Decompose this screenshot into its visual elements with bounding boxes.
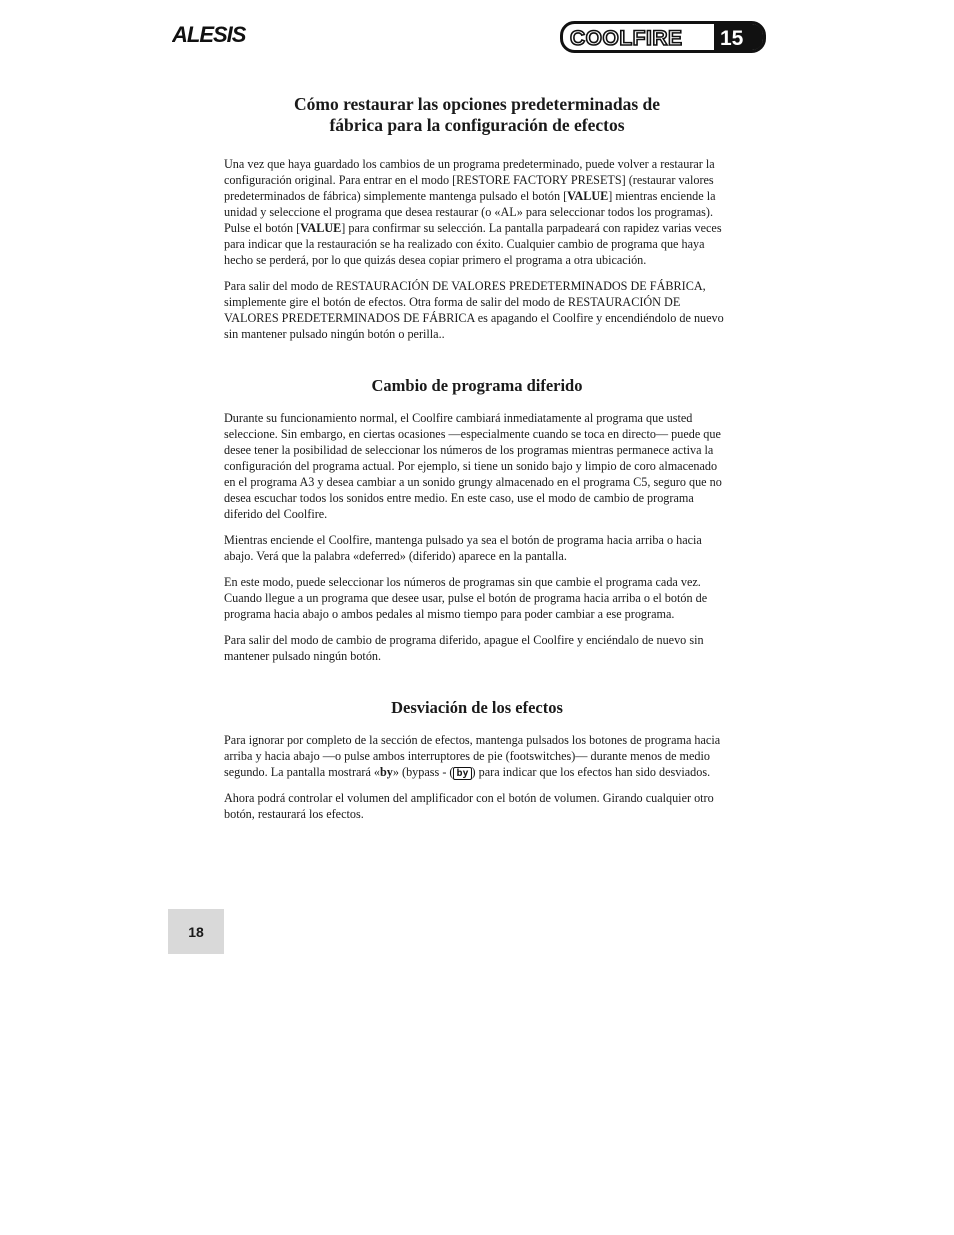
spacer	[224, 396, 730, 410]
section-title-deferred: Cambio de programa diferido	[371, 376, 583, 395]
bypass-code: by	[380, 765, 393, 779]
deferred-paragraph-2: Mientras enciende el Coolfire, mantenga pulsado ya sea el botón de programa hacia arriba o hacia abajo. Verá que la palabra «deferred» (diferido) aparece en la pantalla.	[224, 533, 702, 563]
page-number: 18	[188, 923, 204, 940]
section-title-line-1: Cómo restaurar las opciones predeterminadas de	[293, 94, 661, 114]
brand-logo-text: ALESIS	[172, 22, 246, 46]
spacer	[224, 718, 730, 732]
text-run: ] mientras enciende la unidad y seleccione el programa que desea restaurar (o «AL» para seleccionar todos los programas). Pulse el botón [	[224, 189, 716, 235]
coolfire-15-logo	[560, 21, 766, 53]
text-run: Una vez que haya guardado los cambios de un programa predeterminado, puede volver a restaurar la configuración original. Para entrar en el modo [RESTORE FACTORY PRESETS] (restaurar valores predeterminados de fábrica) simplemente mantenga pulsado el botón [	[224, 157, 715, 203]
deferred-paragraph-4: Para salir del modo de cambio de programa diferido, apague el Coolfire y enciéndalo de nuevo sin mantener pulsado ningún botón.	[224, 633, 704, 663]
value-button-label: VALUE	[567, 189, 609, 203]
value-button-label: VALUE	[300, 221, 342, 235]
text-run: ] para confirmar su selección. La pantalla parpadeará con rapidez varias veces para indicar que la restauración se ha realizado con éxito. Cualquier cambio de programa que haya hecho se perderá, por lo que quizás desea copiar primero el programa a otra ubicación.	[224, 221, 722, 267]
alesis-logo	[172, 22, 282, 46]
deferred-paragraph-1: Durante su funcionamiento normal, el Coolfire cambiará inmediatamente al programa que usted seleccione. Sin embargo, en ciertas ocasiones —especialmente cuando se toca en directo— puede que desee tener la posibilidad de seleccionar los números de los programas mientras permanece activa la configuración del programa actual. Por ejemplo, si tiene un sonido bajo y limpio de coro almacenado en el programa A3 y desea cambiar a un sonido grungy almacenado en el programa C5, seguro que no desea escuchar todos los sonidos entre medio. En este caso, use el modo de cambio de programa diferido del Coolfire.	[224, 411, 722, 521]
page-content	[224, 94, 730, 832]
text-run: » (bypass - (	[392, 765, 454, 779]
spacer	[224, 352, 730, 376]
section-title-restore	[224, 94, 730, 136]
text-run: Para ignorar por completo de la sección de efectos, mantenga pulsados los botones de programa hacia arriba y hacia abajo —o pulse ambos interruptores de pie (footswitches)— durante menos de medio segundo. La pantalla mostrará «	[224, 733, 721, 779]
bypass-paragraph-1	[224, 732, 730, 780]
bypass-paragraph-2: Ahora podrá controlar el volumen del amplificador con el botón de volumen. Girando cualquier otro botón, restaurará los efectos.	[224, 791, 714, 821]
text-run: ) para indicar que los efectos han sido desviados.	[471, 765, 711, 779]
product-logo-number: 15	[720, 27, 744, 50]
restore-paragraph-1	[224, 156, 730, 268]
spacer	[224, 674, 730, 698]
page-header	[0, 0, 954, 60]
deferred-paragraph-3: En este modo, puede seleccionar los números de programas sin que cambie el programa cada vez. Cuando llegue a un programa que desee usar, pulse el botón de programa hacia arriba o el botón de programa hacia abajo o ambos pedales al mismo tiempo para poder cambiar a ese programa.	[224, 575, 708, 621]
restore-paragraph-2: Para salir del modo de RESTAURACIÓN DE VALORES PREDETERMINADOS DE FÁBRICA, simplemente gire el botón de efectos. Otra forma de salir del modo de RESTAURACIÓN DE VALORES PREDETERMINADOS DE FÁBRICA es apagando el Coolfire y encendiéndolo de nuevo sin mantener pulsado ningún botón o perilla..	[224, 279, 724, 341]
bypass-display-icon: by	[453, 767, 471, 780]
product-logo-text: COOLFIRE	[570, 27, 683, 50]
page-number-tab	[168, 909, 224, 954]
section-title-bypass: Desviación de los efectos	[391, 698, 563, 717]
section-title-line-2: fábrica para la configuración de efectos	[329, 115, 625, 135]
